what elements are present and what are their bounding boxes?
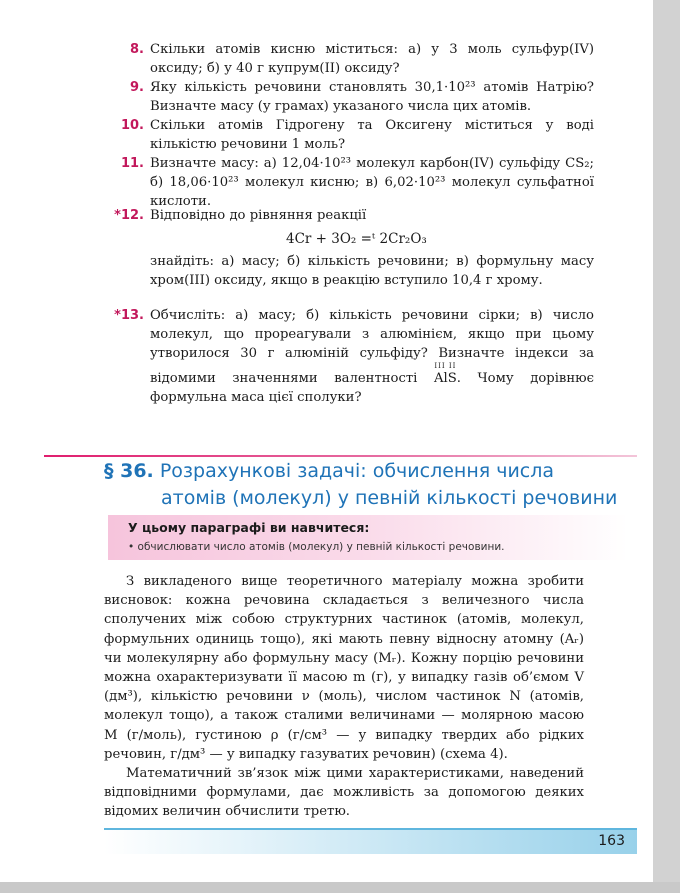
exercise-12-question	[104, 252, 594, 290]
exercise-text	[150, 306, 594, 407]
learning-objectives-title: У цьому параграфі ви навчитеся:	[128, 520, 370, 535]
exercise-number: 8.	[130, 42, 144, 57]
exercise-10	[104, 116, 594, 154]
learning-objectives-box	[108, 515, 628, 560]
section-number: § 36.	[104, 460, 154, 482]
exercise-text: Яку кількість речовини становлять 30,1·10²³ атомів Натрію? Визначте масу (у грамах) указаного числа цих атомів.	[150, 80, 594, 114]
exercise-number: 11.	[120, 156, 144, 171]
page-edge-bottom	[0, 882, 680, 893]
page-number: 163	[598, 833, 625, 849]
section-divider	[44, 455, 637, 457]
reaction-equation: 4Cr + 3O₂ =ᵗ 2Cr₂O₃	[286, 231, 427, 247]
valency-formula	[434, 363, 457, 388]
paragraph: Математичний зв’язок між цими характеристиками, наведений відповідними формулами, дає можливість за допомогою деяких відомих величин обчислити третю.	[104, 766, 584, 820]
section-title-line1: Розрахункові задачі: обчислення числа	[159, 460, 555, 482]
exercise-text: знайдіть: а) масу; б) кількість речовини; в) формульну масу хром(III) оксиду, якщо в реакцію вступило 10,4 г хрому.	[150, 254, 594, 288]
section-title-line2: атомів (молекул) у певній кількості речовини	[161, 487, 618, 509]
exercise-12	[104, 206, 594, 225]
exercise-13-text-b: . Чому дорівнює формульна маса цієї сполуки?	[150, 371, 594, 405]
exercise-11	[104, 154, 594, 211]
exercise-lead: Відповідно до рівняння реакції	[150, 208, 367, 223]
page-edge-right	[653, 0, 680, 893]
exercise-number: *12.	[114, 208, 144, 223]
exercise-13-text-a: Обчисліть: а) масу; б) кількість речовини сірки; в) число молекул, що прореагували з алюмінієм, якщо при цьому утворилося 30 г алюміній сульфіду? Визначте індекси за відомими значеннями валентності	[150, 308, 594, 386]
exercise-9	[104, 78, 594, 116]
footer-bar	[104, 828, 637, 854]
exercise-number: 9.	[130, 80, 144, 95]
section-title	[104, 458, 624, 512]
valency-label: III II	[434, 362, 457, 370]
exercise-text: Скільки атомів кисню міститься: а) у 3 моль сульфур(IV) оксиду; б) у 40 г купрум(II) оксиду?	[150, 42, 594, 76]
paragraph: З викладеного вище теоретичного матеріалу можна зробити висновок: кожна речовина складається з величезного числа сполучених між собою структурних частинок (атомів, молекул, формульних одиниць тощо), які мають певну відносну атомну (Aᵣ) чи молекулярну або формульну масу (Mᵣ). Кожну порцію речовини можна охарактеризувати її масою m (г), у випадку газів об’ємом V (дм³), кількістю речовини ν (моль), числом частинок N (атомів, молекул тощо), а також сталими величинами — молярною масою M (г/моль), густиною ρ (г/см³ — у випадку твердих або рідких речовин, г/дм³ — у випадку газуватих речовин) (схема 4).	[104, 574, 584, 762]
exercise-number: 10.	[120, 118, 144, 133]
formula-text: AlS	[433, 371, 457, 386]
exercise-13	[104, 306, 594, 407]
exercise-text: Скільки атомів Гідрогену та Оксигену міститься у воді кількістю речовини 1 моль?	[150, 118, 594, 152]
bullet-icon: •	[128, 541, 138, 553]
footer-line	[104, 828, 637, 830]
exercise-8	[104, 40, 594, 78]
learning-objective-item: • обчислювати число атомів (молекул) у певній кількості речовини.	[128, 541, 505, 553]
exercise-number: *13.	[114, 308, 144, 323]
body-text	[104, 572, 584, 822]
exercise-text: Визначте масу: а) 12,04·10²³ молекул карбон(IV) сульфіду CS₂; б) 18,06·10²³ молекул кисню; в) 6,02·10²³ молекул сульфатної кислоти.	[150, 156, 594, 209]
